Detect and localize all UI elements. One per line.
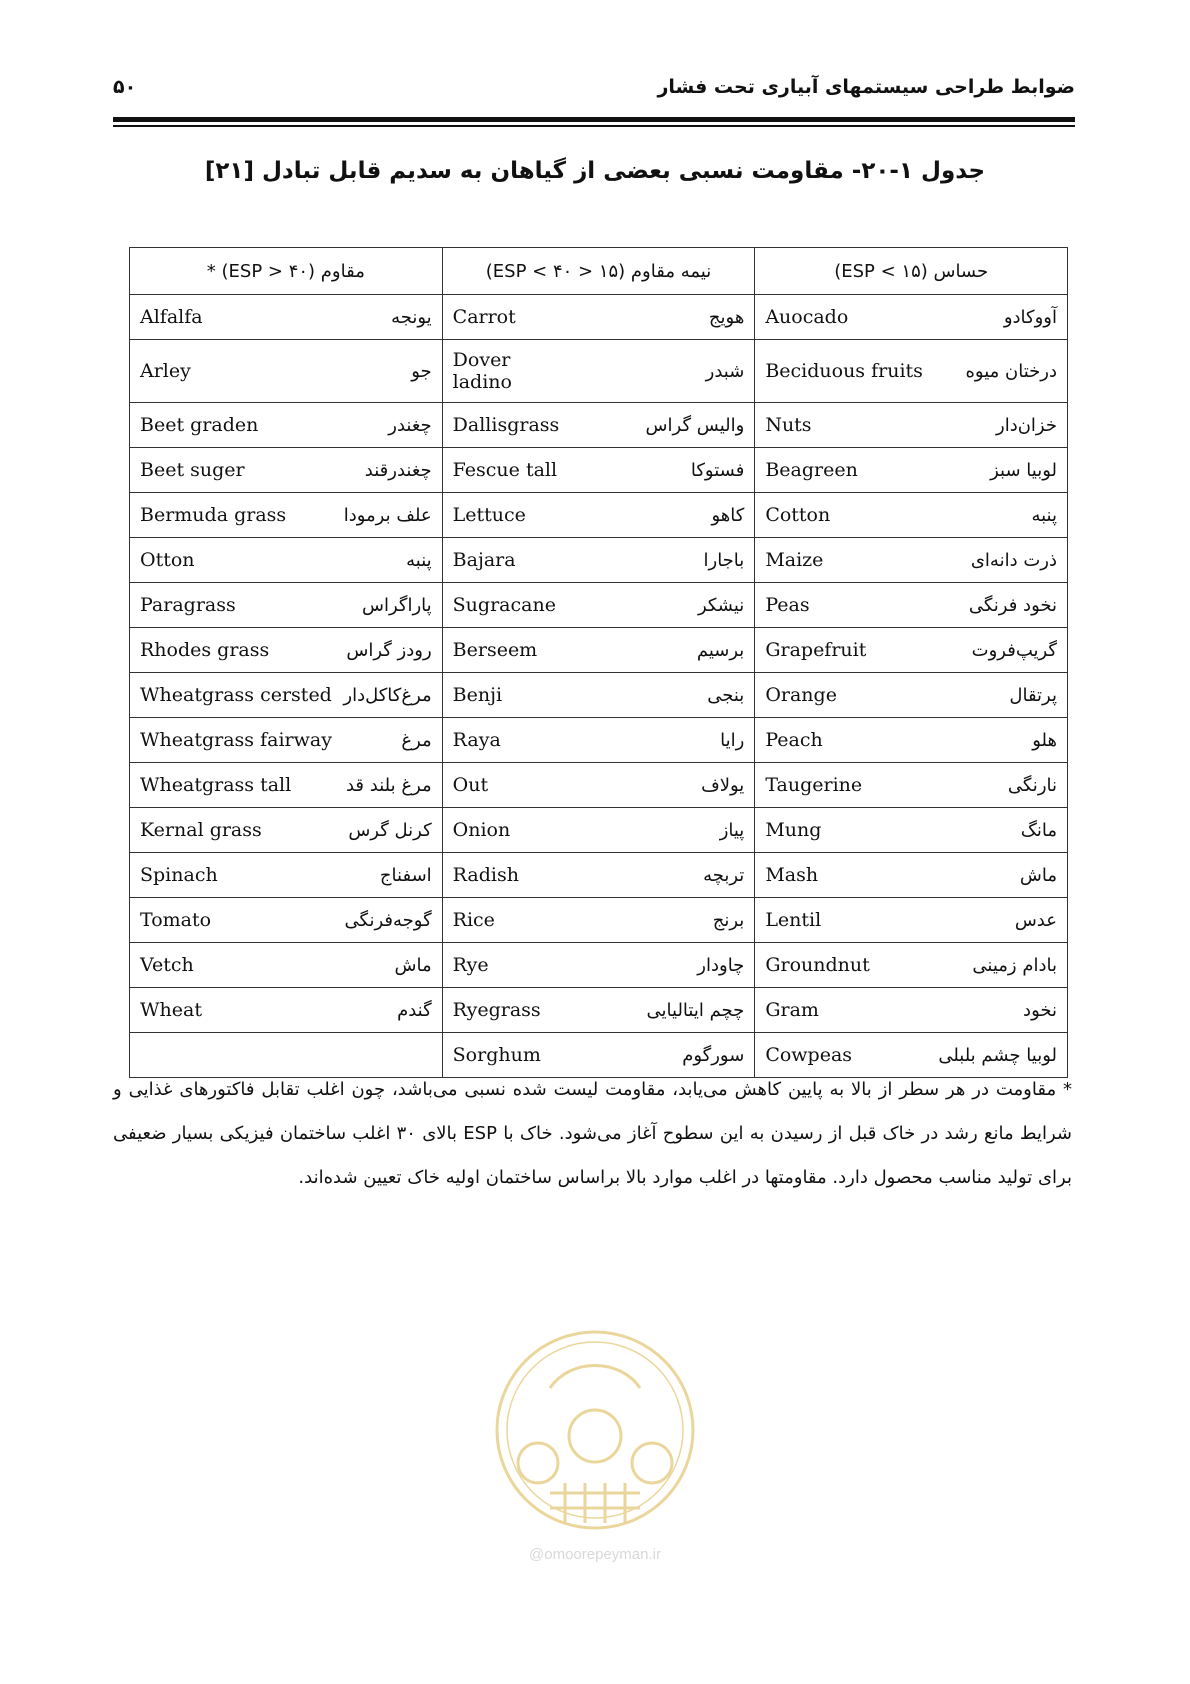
cell-resistant [130, 583, 443, 628]
cell-semi-resistant [442, 628, 755, 673]
plant-name-persian: پاراگراس [361, 594, 432, 616]
table-row [130, 628, 1068, 673]
plant-name-persian: باجارا [703, 549, 745, 571]
cell-resistant [130, 403, 443, 448]
cell-sensitive [755, 718, 1068, 763]
plant-name-persian: بادام زمینی [972, 954, 1057, 976]
table-header-row [130, 248, 1068, 295]
plant-name-persian: هلو [1032, 729, 1057, 751]
plant-name-english: Berseem [452, 639, 538, 661]
cell-resistant [130, 718, 443, 763]
watermark-caption: @omoorepeyman.ir [529, 1546, 661, 1563]
plant-name-english: Fescue tall [452, 459, 558, 481]
plant-name-persian: ماش [394, 954, 432, 976]
plant-name-persian: هویج [708, 306, 745, 328]
plant-name-persian: تربچه [703, 864, 745, 886]
plant-name-english: Beet suger [140, 459, 245, 481]
plant-name-persian: آووکادو [1003, 306, 1057, 328]
plant-name-english: Groundnut [765, 954, 870, 976]
cell-resistant [130, 493, 443, 538]
cell-semi-resistant [442, 898, 755, 943]
plant-name-persian: چغندرقند [364, 459, 432, 481]
cell-resistant [130, 673, 443, 718]
cell-sensitive [755, 583, 1068, 628]
plant-name-english: Auocado [765, 306, 849, 328]
watermark-logo [490, 1318, 700, 1568]
plant-name-english: Lentil [765, 909, 822, 931]
cell-semi-resistant [442, 673, 755, 718]
table-row [130, 295, 1068, 340]
plant-name-persian: رودز گراس [346, 639, 432, 661]
cell-semi-resistant [442, 403, 755, 448]
cell-sensitive [755, 808, 1068, 853]
plant-name-persian: لوبیا چشم بلبلی [938, 1044, 1057, 1066]
cell-semi-resistant [442, 538, 755, 583]
header-rule-thick [113, 117, 1075, 122]
plant-name-english: Raya [452, 729, 501, 751]
cell-sensitive [755, 340, 1068, 403]
plant-name-english: Rhodes grass [140, 639, 270, 661]
plant-name-english: Orange [765, 684, 837, 706]
plant-name-persian: والیس گراس [645, 414, 745, 436]
table-row [130, 448, 1068, 493]
plant-name-english: Bajara [452, 549, 516, 571]
table-row [130, 718, 1068, 763]
plant-name-persian: مانگ [1020, 819, 1057, 841]
plant-name-persian: کاهو [711, 504, 745, 526]
plant-name-english: Beagreen [765, 459, 858, 481]
cell-semi-resistant [442, 583, 755, 628]
cell-sensitive [755, 763, 1068, 808]
cell-sensitive [755, 403, 1068, 448]
plant-name-english: Sugracane [452, 594, 556, 616]
cell-sensitive [755, 898, 1068, 943]
plant-name-english: Arley [140, 360, 191, 382]
cell-semi-resistant [442, 763, 755, 808]
plant-name-persian: عدس [1014, 909, 1057, 931]
cell-semi-resistant [442, 718, 755, 763]
cell-resistant [130, 988, 443, 1033]
plant-name-persian: گوجه‌فرنگی [344, 909, 432, 931]
cell-resistant [130, 898, 443, 943]
plant-name-english: Dover ladino [452, 349, 512, 393]
plant-name-persian: ذرت دانه‌ای [970, 549, 1057, 571]
plant-name-english: Carrot [452, 306, 516, 328]
plant-name-english: Mash [765, 864, 819, 886]
plant-name-persian: علف برمودا [343, 504, 432, 526]
plant-name-english: Wheat [140, 999, 202, 1021]
cell-sensitive [755, 988, 1068, 1033]
page-number: ۵۰ [113, 76, 137, 98]
plant-name-persian: کرنل گرس [348, 819, 432, 841]
header-rule-thin [113, 125, 1075, 127]
plant-name-persian: مرغ‌کاکل‌دار [343, 684, 432, 706]
table-row [130, 853, 1068, 898]
plant-name-persian: پنبه [406, 549, 432, 571]
watermark-seal-icon [490, 1318, 700, 1543]
plant-name-english: Wheatgrass fairway [140, 729, 332, 751]
plant-name-english: Paragrass [140, 594, 236, 616]
table-row [130, 763, 1068, 808]
plant-name-english: Wheatgrass tall [140, 774, 292, 796]
plant-name-persian: یولاف [701, 774, 745, 796]
plant-name-persian: نیشکر [697, 594, 745, 616]
plant-name-english: Rye [452, 954, 489, 976]
plant-name-english: Rice [452, 909, 495, 931]
plant-name-persian: نخود فرنگی [968, 594, 1057, 616]
plant-name-persian: پیاز [719, 819, 745, 841]
table-body [130, 295, 1068, 1078]
plant-name-english: Gram [765, 999, 819, 1021]
plant-name-english: Peas [765, 594, 810, 616]
cell-resistant [130, 628, 443, 673]
plant-name-persian: ماش [1019, 864, 1057, 886]
plant-name-english: Out [452, 774, 489, 796]
plant-name-persian: گندم [397, 999, 432, 1021]
footnote: * مقاومت در هر سطر از بالا به پایین کاهش می‌یابد، مقاومت لیست شده نسبی می‌باشد، چون اغلب تقابل فاکتورهای غذایی و شرایط مانع رشد در خاک قبل از رسیدن به این سطوح آغاز می‌شود. خاک با ESP بالای ۳۰ اغلب ساختمان فیزیکی بسیار ضعیفی برای تولید مناسب محصول دارد. مقاومتها در اغلب موارد بالا براساس ساختمان اولیه خاک تعیین شده‌اند. [113, 1079, 1073, 1188]
plant-name-english: Beet graden [140, 414, 259, 436]
plant-name-english: Bermuda grass [140, 504, 287, 526]
table-row [130, 583, 1068, 628]
plant-name-english: Cotton [765, 504, 831, 526]
cell-semi-resistant [442, 448, 755, 493]
plant-name-persian: نخود [1023, 999, 1057, 1021]
table-title: جدول ۱-۲۰- مقاومت نسبی بعضی از گیاهان به سدیم قابل تبادل [۲۱] [204, 158, 986, 184]
plant-name-english: Taugerine [765, 774, 863, 796]
plant-name-persian: برسیم [696, 639, 745, 661]
cell-resistant [130, 853, 443, 898]
cell-sensitive [755, 943, 1068, 988]
plant-name-english: Spinach [140, 864, 218, 886]
plant-name-persian: اسفناج [379, 864, 432, 886]
cell-resistant [130, 448, 443, 493]
table-row [130, 673, 1068, 718]
plant-name-persian: فستوکا [690, 459, 745, 481]
plant-name-english: Peach [765, 729, 823, 751]
cell-resistant [130, 808, 443, 853]
plant-name-english: Mung [765, 819, 822, 841]
cell-semi-resistant [442, 943, 755, 988]
cell-semi-resistant [442, 808, 755, 853]
cell-sensitive [755, 853, 1068, 898]
plant-name-persian: چاودار [697, 954, 745, 976]
cell-semi-resistant [442, 988, 755, 1033]
cell-resistant [130, 538, 443, 583]
plant-name-persian: شبدر [705, 360, 745, 382]
plant-name-english: Vetch [140, 954, 194, 976]
cell-semi-resistant [442, 340, 755, 403]
plant-name-english: Lettuce [452, 504, 526, 526]
cell-semi-resistant [442, 493, 755, 538]
table-row [130, 403, 1068, 448]
plant-name-persian: بنجی [707, 684, 745, 706]
plant-name-persian: درختان میوه [965, 360, 1057, 382]
table-row [130, 493, 1068, 538]
plant-name-persian: نارنگی [1007, 774, 1057, 796]
plant-name-persian: چغندر [388, 414, 432, 436]
cell-semi-resistant [442, 853, 755, 898]
cell-sensitive [755, 538, 1068, 583]
plant-name-persian: جو [411, 360, 432, 382]
plant-name-english: Maize [765, 549, 824, 571]
plant-name-persian: برنج [712, 909, 745, 931]
cell-sensitive [755, 673, 1068, 718]
plant-name-english: Nuts [765, 414, 812, 436]
table-row [130, 898, 1068, 943]
plant-name-english: Dallisgrass [452, 414, 560, 436]
plant-name-english: Cowpeas [765, 1044, 853, 1066]
table-row [130, 988, 1068, 1033]
plant-name-english: Grapefruit [765, 639, 867, 661]
plant-name-english: Benji [452, 684, 503, 706]
plant-name-persian: مرغ [401, 729, 432, 751]
plant-name-persian: چچم ایتالیایی [646, 999, 745, 1021]
table-row [130, 808, 1068, 853]
cell-resistant [130, 295, 443, 340]
table-row [130, 943, 1068, 988]
plant-name-english: Alfalfa [140, 306, 203, 328]
plant-name-english: Sorghum [452, 1044, 541, 1066]
plant-name-english: Otton [140, 549, 195, 571]
plant-name-persian: پرتقال [1009, 684, 1057, 706]
plant-name-persian: خزان‌دار [996, 414, 1057, 436]
plant-name-english: Onion [452, 819, 511, 841]
plant-name-persian: سورگوم [682, 1044, 745, 1066]
plant-name-persian: مرغ بلند قد [345, 774, 432, 796]
column-header-semi-resistant: نیمه مقاوم (۱۵ < ESP < ۴۰) [442, 248, 755, 295]
cell-resistant [130, 340, 443, 403]
plant-name-persian: رایا [720, 729, 745, 751]
plant-name-persian: لوبیا سبز [990, 459, 1057, 481]
plant-name-persian: یونجه [391, 306, 432, 328]
cell-sensitive [755, 493, 1068, 538]
table-row [130, 538, 1068, 583]
cell-semi-resistant [442, 295, 755, 340]
page-header [113, 70, 1075, 110]
plant-name-persian: پنبه [1031, 504, 1057, 526]
cell-sensitive [755, 295, 1068, 340]
cell-resistant [130, 763, 443, 808]
plant-name-english: Radish [452, 864, 519, 886]
plant-name-english: Wheatgrass cersted [140, 684, 332, 706]
plant-name-english: Kernal grass [140, 819, 262, 841]
table-row [130, 340, 1068, 403]
plant-name-english: Beciduous fruits [765, 360, 923, 382]
column-header-sensitive: حساس (ESP < ۱۵) [755, 248, 1068, 295]
plant-name-english: Tomato [140, 909, 212, 931]
salt-tolerance-table [129, 247, 1068, 1078]
column-header-resistant: مقاوم (ESP > ۴۰) * [130, 248, 443, 295]
cell-resistant [130, 943, 443, 988]
cell-sensitive [755, 628, 1068, 673]
plant-name-english: Ryegrass [452, 999, 541, 1021]
book-title: ضوابط طراحی سیستمهای آبیاری تحت فشار [657, 76, 1075, 98]
plant-name-persian: گریپ‌فروت [971, 639, 1057, 661]
cell-sensitive [755, 448, 1068, 493]
